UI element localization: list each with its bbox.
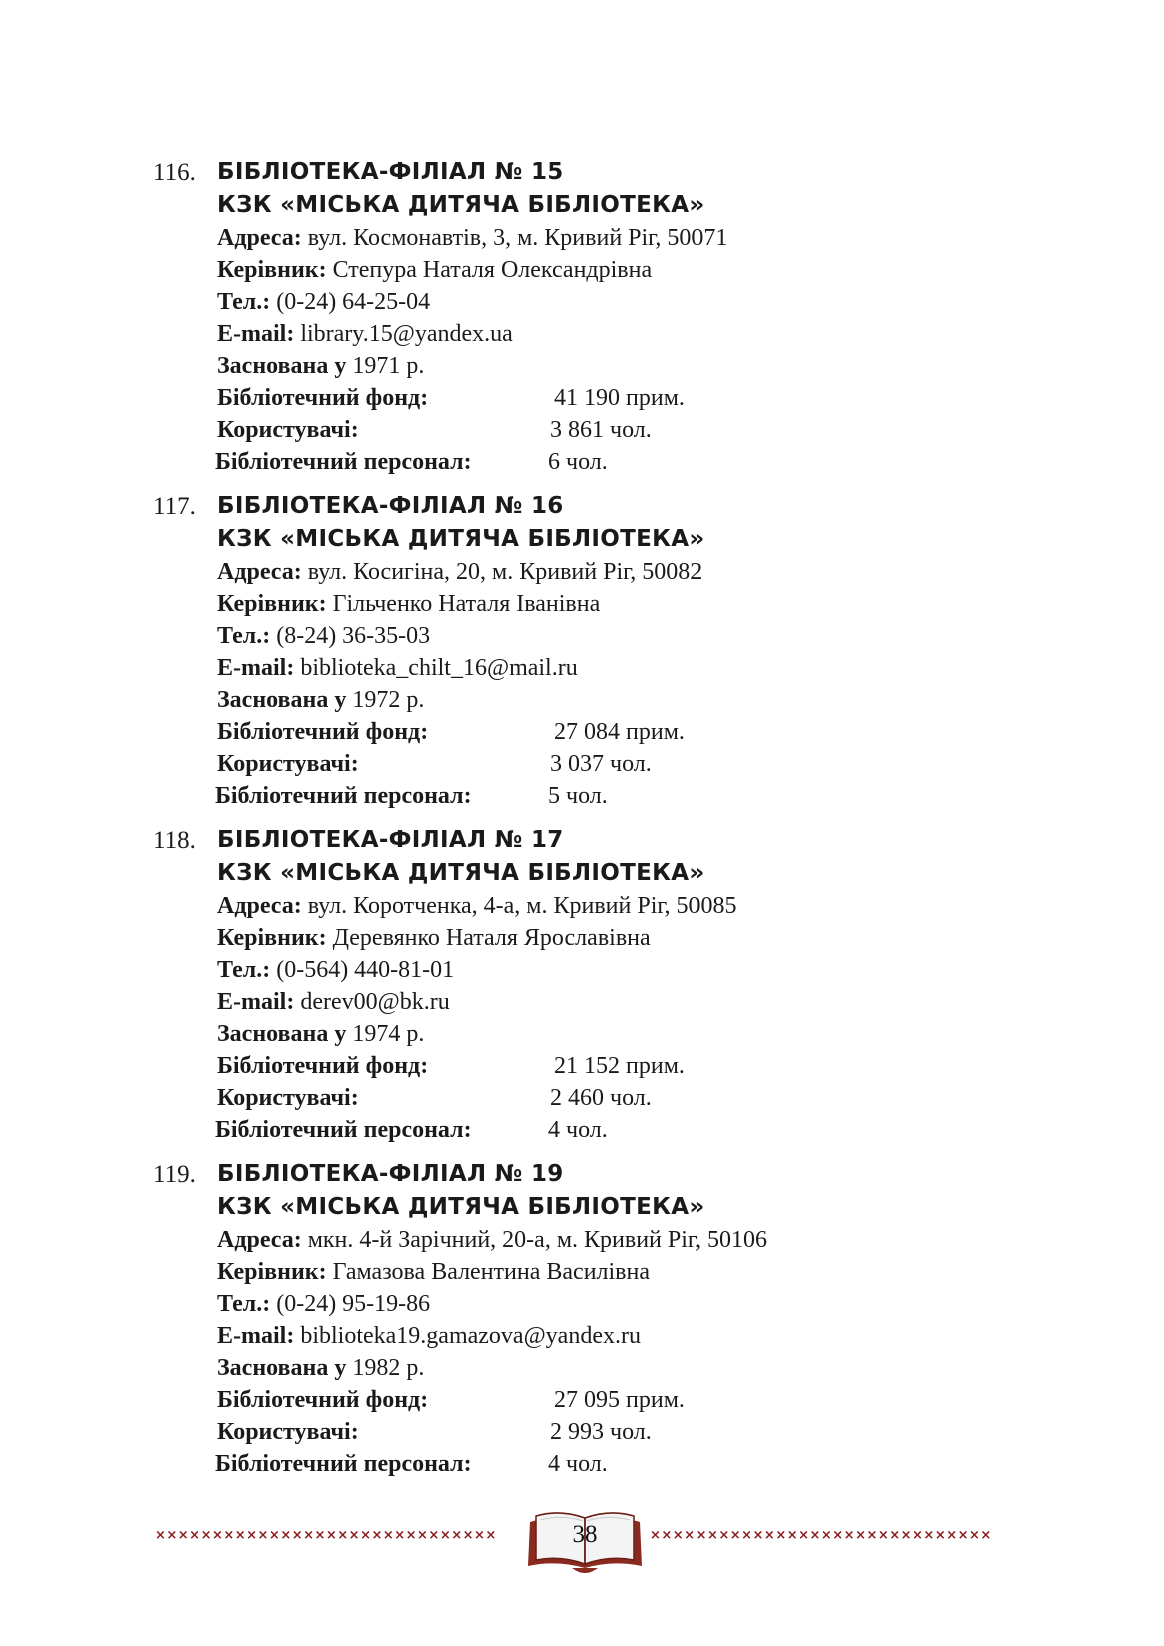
staff-label: Бібліотечний персонал:: [215, 1117, 472, 1143]
email-line: [217, 318, 1053, 350]
entry-body: [217, 824, 1053, 1146]
entry-heading: БІБЛІОТЕКА-ФІЛІАЛ № 19: [217, 1161, 564, 1187]
address-line: [217, 556, 1053, 588]
staff-label: Бібліотечний персонал:: [215, 449, 472, 475]
entry-heading: БІБЛІОТЕКА-ФІЛІАЛ № 15: [217, 159, 564, 185]
page-number: 38: [572, 1521, 598, 1548]
entry-subheading: КЗК «МІСЬКА ДИТЯЧА БІБЛІОТЕКА»: [217, 1194, 705, 1220]
fund-label: Бібліотечний фонд:: [217, 385, 429, 411]
head-line: [217, 1256, 1053, 1288]
phone-line: [217, 620, 1053, 652]
founded-value: 1974 р.: [352, 1021, 425, 1047]
founded-value: 1982 р.: [352, 1355, 425, 1381]
head-label: Керівник:: [217, 925, 327, 951]
head-label: Керівник:: [217, 257, 327, 283]
founded-label: Заснована у: [217, 1021, 347, 1047]
phone-line: [217, 1288, 1053, 1320]
staff-line: [217, 780, 1053, 812]
ornament-left: ××××××××××××××××××××××××××××××: [155, 1529, 497, 1543]
email-value: biblioteka_chilt_16@mail.ru: [300, 655, 578, 681]
staff-line: [217, 1114, 1053, 1146]
phone-label: Тел.:: [217, 623, 271, 649]
address-value: вул. Космонавтів, 3, м. Кривий Ріг, 50071: [307, 225, 728, 251]
email-line: [217, 986, 1053, 1018]
phone-line: [217, 954, 1053, 986]
staff-value: 4 чол.: [548, 1451, 608, 1477]
head-value: Гільченко Наталя Іванівна: [332, 591, 601, 617]
staff-line: [217, 1448, 1053, 1480]
library-entries: [153, 156, 1053, 1492]
email-label: E-mail:: [217, 1323, 295, 1349]
fund-value: 27 084 прим.: [554, 719, 685, 745]
entry-subheading: КЗК «МІСЬКА ДИТЯЧА БІБЛІОТЕКА»: [217, 192, 705, 218]
staff-line: [217, 446, 1053, 478]
phone-value: (0-564) 440-81-01: [276, 957, 455, 983]
fund-value: 21 152 прим.: [554, 1053, 685, 1079]
head-value: Степура Наталя Олександрівна: [332, 257, 653, 283]
address-label: Адреса:: [217, 225, 302, 251]
staff-value: 4 чол.: [548, 1117, 608, 1143]
fund-label: Бібліотечний фонд:: [217, 1387, 429, 1413]
entry-number: 116.: [153, 159, 196, 186]
founded-value: 1971 р.: [352, 353, 425, 379]
phone-value: (0-24) 95-19-86: [276, 1291, 431, 1317]
staff-label: Бібліотечний персонал:: [215, 783, 472, 809]
phone-label: Тел.:: [217, 289, 271, 315]
users-value: 2 460 чол.: [550, 1085, 652, 1111]
library-entry: [153, 490, 1053, 812]
users-line: [217, 748, 1053, 780]
address-line: [217, 1224, 1053, 1256]
head-value: Деревянко Наталя Ярославівна: [332, 925, 651, 951]
address-value: вул. Косигіна, 20, м. Кривий Ріг, 50082: [307, 559, 703, 585]
entry-number: 117.: [153, 493, 196, 520]
founded-line: [217, 684, 1053, 716]
founded-label: Заснована у: [217, 687, 347, 713]
phone-label: Тел.:: [217, 957, 271, 983]
head-label: Керівник:: [217, 591, 327, 617]
users-label: Користувачі:: [217, 751, 359, 777]
users-line: [217, 414, 1053, 446]
fund-label: Бібліотечний фонд:: [217, 719, 429, 745]
founded-line: [217, 1018, 1053, 1050]
library-entry: [153, 156, 1053, 478]
entry-subheading: КЗК «МІСЬКА ДИТЯЧА БІБЛІОТЕКА»: [217, 860, 705, 886]
phone-value: (8-24) 36-35-03: [276, 623, 431, 649]
entry-subheading: КЗК «МІСЬКА ДИТЯЧА БІБЛІОТЕКА»: [217, 526, 705, 552]
fund-line: [217, 1050, 1053, 1082]
entry-body: [217, 1158, 1053, 1480]
users-value: 2 993 чол.: [550, 1419, 652, 1445]
entry-number: 118.: [153, 827, 196, 854]
email-label: E-mail:: [217, 989, 295, 1015]
users-line: [217, 1082, 1053, 1114]
entry-heading: БІБЛІОТЕКА-ФІЛІАЛ № 16: [217, 493, 564, 519]
founded-label: Заснована у: [217, 1355, 347, 1381]
page-footer: [0, 1508, 1164, 1578]
users-label: Користувачі:: [217, 1085, 359, 1111]
address-value: вул. Коротченка, 4-а, м. Кривий Ріг, 50085: [307, 893, 737, 919]
library-entry: [153, 824, 1053, 1146]
users-line: [217, 1416, 1053, 1448]
entry-body: [217, 156, 1053, 478]
email-label: E-mail:: [217, 655, 295, 681]
fund-line: [217, 716, 1053, 748]
address-label: Адреса:: [217, 1227, 302, 1253]
address-line: [217, 222, 1053, 254]
founded-line: [217, 350, 1053, 382]
phone-value: (0-24) 64-25-04: [276, 289, 431, 315]
founded-line: [217, 1352, 1053, 1384]
head-label: Керівник:: [217, 1259, 327, 1285]
users-value: 3 861 чол.: [550, 417, 652, 443]
head-line: [217, 254, 1053, 286]
entry-number: 119.: [153, 1161, 196, 1188]
email-line: [217, 652, 1053, 684]
users-label: Користувачі:: [217, 1419, 359, 1445]
entry-heading: БІБЛІОТЕКА-ФІЛІАЛ № 17: [217, 827, 564, 853]
fund-value: 41 190 прим.: [554, 385, 685, 411]
staff-value: 5 чол.: [548, 783, 608, 809]
email-label: E-mail:: [217, 321, 295, 347]
head-line: [217, 922, 1053, 954]
head-line: [217, 588, 1053, 620]
phone-label: Тел.:: [217, 1291, 271, 1317]
staff-value: 6 чол.: [548, 449, 608, 475]
users-value: 3 037 чол.: [550, 751, 652, 777]
fund-label: Бібліотечний фонд:: [217, 1053, 429, 1079]
fund-line: [217, 382, 1053, 414]
email-line: [217, 1320, 1053, 1352]
head-value: Гамазова Валентина Василівна: [332, 1259, 651, 1285]
fund-line: [217, 1384, 1053, 1416]
email-value: biblioteka19.gamazova@yandex.ru: [300, 1323, 641, 1349]
address-line: [217, 890, 1053, 922]
founded-value: 1972 р.: [352, 687, 425, 713]
library-entry: [153, 1158, 1053, 1480]
phone-line: [217, 286, 1053, 318]
address-label: Адреса:: [217, 559, 302, 585]
email-value: library.15@yandex.ua: [300, 321, 513, 347]
fund-value: 27 095 прим.: [554, 1387, 685, 1413]
founded-label: Заснована у: [217, 353, 347, 379]
entry-body: [217, 490, 1053, 812]
ornament-right: ××××××××××××××××××××××××××××××: [650, 1529, 992, 1543]
address-label: Адреса:: [217, 893, 302, 919]
email-value: derev00@bk.ru: [300, 989, 450, 1015]
staff-label: Бібліотечний персонал:: [215, 1451, 472, 1477]
users-label: Користувачі:: [217, 417, 359, 443]
address-value: мкн. 4-й Зарічний, 20-а, м. Кривий Ріг, 50106: [307, 1227, 768, 1253]
